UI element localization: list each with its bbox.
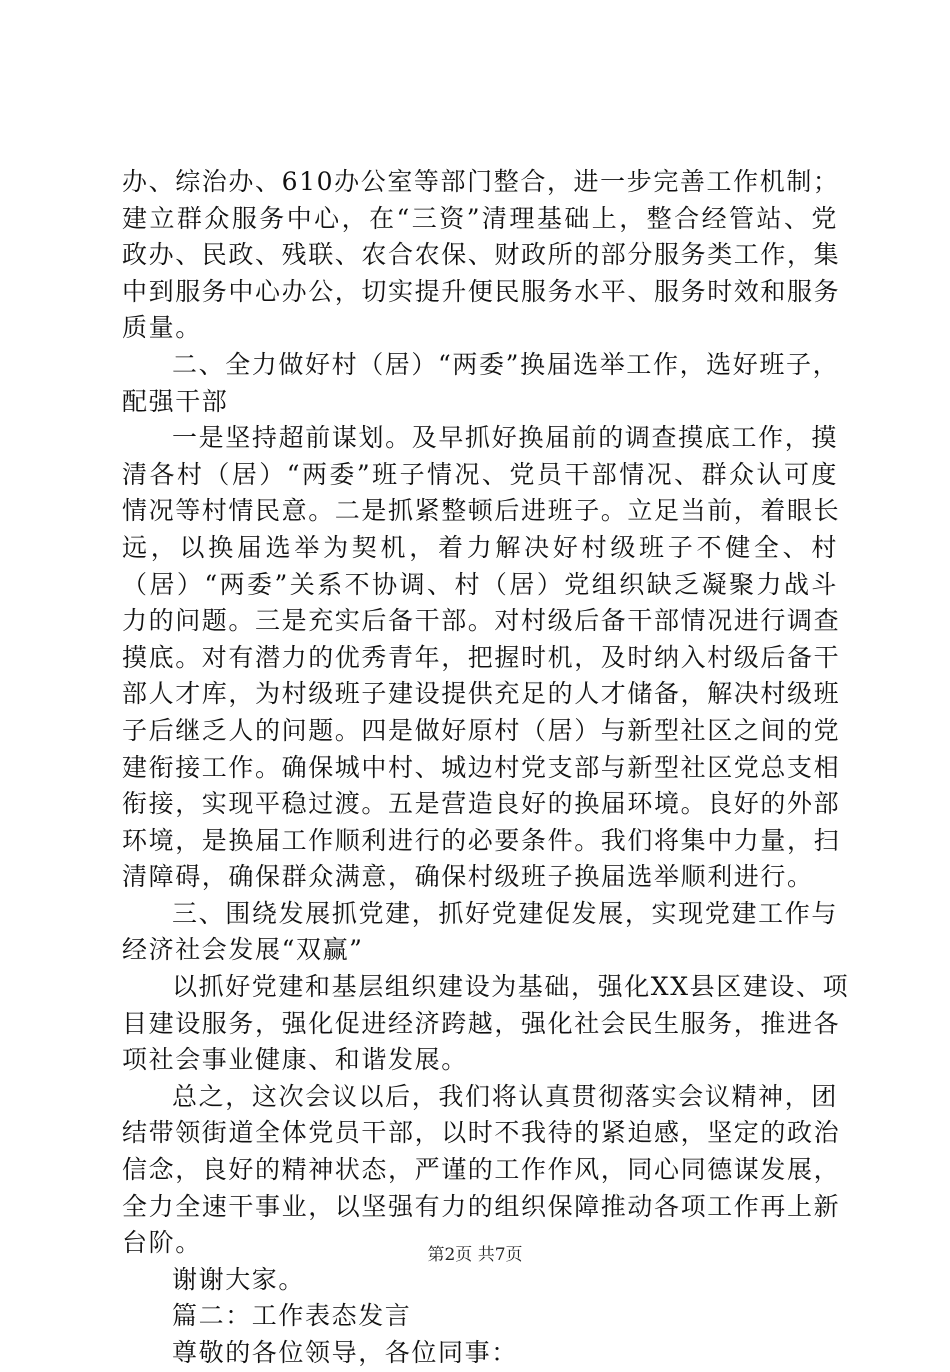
text-line: 衔接，实现平稳过渡。五是营造良好的换届环境。良好的外部: [122, 789, 841, 819]
text-line: 清各村（居）“两委”班子情况、党员干部情况、群众认可度: [122, 459, 838, 489]
section-heading-cont: 经济社会发展“双赢”: [122, 935, 364, 965]
section-heading: 三、围绕发展抓党建，抓好党建促发展，实现党建工作与: [172, 898, 838, 928]
text-line: 部人才库，为村级班子建设提供充足的人才储备，解决村级班: [122, 679, 841, 709]
text-line: 项社会事业健康、和谐发展。: [122, 1045, 468, 1075]
text-line: 政办、民政、残联、农合农保、财政所的部分服务类工作，集: [122, 240, 841, 270]
text-line: 以抓好党建和基层组织建设为基础，强化XX县区建设、项: [172, 972, 850, 1002]
text-line: 一是坚持超前谋划。及早抓好换届前的调查摸底工作，摸: [172, 423, 838, 453]
text-line: 清障碍，确保群众满意，确保村级班子换届选举顺利进行。: [122, 862, 814, 892]
page-number-footer: 第2页 共7页: [427, 1245, 523, 1265]
section-heading: 二、全力做好村（居）“两委”换届选举工作，选好班子，: [172, 349, 840, 379]
text-line: 谢谢大家。: [172, 1264, 306, 1294]
text-line: （居）“两委”关系不协调、村（居）党组织缺乏凝聚力战斗: [122, 569, 838, 599]
text-line: 建衔接工作。确保城中村、城边村党支部与新型社区党总支相: [122, 752, 841, 782]
text-line: 环境，是换届工作顺利进行的必要条件。我们将集中力量，扫: [122, 825, 841, 855]
section-heading-cont: 配强干部: [122, 386, 229, 416]
text-line: 情况等村情民意。二是抓紧整顿后进班子。立足当前，着眼长: [122, 496, 841, 526]
text-line: 信念，良好的精神状态，严谨的工作作风，同心同德谋发展，: [122, 1155, 841, 1185]
text-line: 中到服务中心办公，切实提升便民服务水平、服务时效和服务: [122, 276, 841, 306]
text-line: 建立群众服务中心，在“三资”清理基础上，整合经管站、党: [122, 203, 838, 233]
text-line: 台阶。: [122, 1228, 202, 1258]
text-line: 远，以换届选举为契机，着力解决好村级班子不健全、村: [122, 532, 838, 562]
text-line: 力的问题。三是充实后备干部。对村级后备干部情况进行调查: [122, 606, 841, 636]
text-line: 子后继乏人的问题。四是做好原村（居）与新型社区之间的党: [122, 715, 841, 745]
text-line: 摸底。对有潜力的优秀青年，把握时机，及时纳入村级后备干: [122, 642, 841, 672]
text-line: 质量。: [122, 313, 202, 343]
text-line: 办、综治办、610办公室等部门整合，进一步完善工作机制；: [122, 167, 840, 196]
salutation: 尊敬的各位领导，各位同事：: [172, 1338, 518, 1367]
article-title: 篇二：工作表态发言: [172, 1301, 412, 1331]
body-text: [122, 164, 850, 1372]
text-line: 结带领街道全体党员干部，以时不我待的紧迫感，坚定的政治: [122, 1118, 841, 1148]
text-line: 总之，这次会议以后，我们将认真贯彻落实会议精神，团: [172, 1081, 838, 1111]
text-line: 全力全速干事业，以坚强有力的组织保障推动各项工作再上新: [122, 1191, 841, 1221]
text-line: 目建设服务，强化促进经济跨越，强化社会民生服务，推进各: [122, 1008, 841, 1038]
